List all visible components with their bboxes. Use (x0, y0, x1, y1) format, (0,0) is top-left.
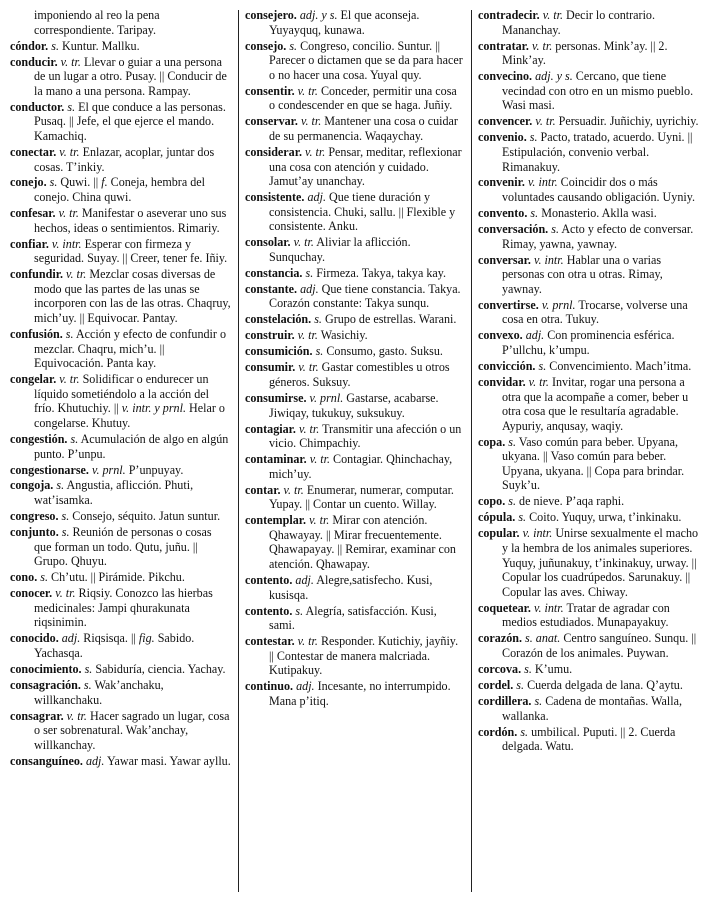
dictionary-entry (10, 631, 232, 660)
dictionary-entry (10, 586, 232, 630)
definition-text: Invitar, rogar una persona a otra que la acompañe a comer, beber u otra cosa que le resultaría agradable. Aypuriy, anqusay, waqiy. (502, 374, 689, 433)
grammatical-category: s. (70, 431, 79, 446)
dictionary-entry (10, 662, 232, 677)
definition-text: Monasterio. Aklla wasi. (541, 206, 657, 221)
definition-text: K’umu. (534, 661, 573, 676)
grammatical-category: v. tr. (528, 374, 549, 389)
grammatical-category: adj. y s. (535, 69, 573, 84)
headword: constante. (245, 281, 298, 296)
grammatical-category: s. (305, 265, 314, 280)
grammatical-category: s. (529, 130, 538, 145)
dictionary-entry (478, 298, 704, 327)
headword: conducir. (10, 54, 58, 69)
definition-text: Congreso, concilio. Suntur. || Parecer o dictamen que se da para hacer o no hacer una cosa. Yuyal quy. (269, 38, 463, 82)
column-1 (10, 8, 232, 903)
definition-text: Acto y efecto de conversar. Rimay, yawna, yawnay. (502, 222, 694, 251)
definition-text: Angustia, aflicción. Phuti, wat’isamka. (34, 478, 194, 508)
grammatical-category: v. tr. (297, 328, 318, 343)
headword: conectar. (10, 144, 57, 159)
grammatical-category: s. anat. (525, 631, 561, 646)
grammatical-category: v. tr. (59, 144, 80, 159)
grammatical-category: s. (67, 99, 76, 114)
dictionary-entry (478, 114, 704, 129)
dictionary-entry (245, 235, 465, 264)
definition-text: Cadena de montañas. Walla, wallanka. (502, 693, 683, 723)
grammatical-category: adj. (85, 753, 105, 768)
dictionary-entry (245, 39, 465, 83)
dictionary-entry (10, 678, 232, 707)
dictionary-entry (478, 375, 704, 433)
headword: constelación. (245, 312, 312, 327)
definition-text: Transmitir una afección o un vicio. Chimpachiy. (269, 421, 462, 451)
dictionary-entry (245, 573, 465, 602)
dictionary-entry (245, 114, 465, 143)
grammatical-category: v. prnl. (541, 297, 576, 312)
definition-text: P’unpuyay. (128, 462, 184, 477)
dictionary-entry (478, 69, 704, 113)
headword: cóndor. (10, 38, 49, 53)
definition-text: Convencimiento. Mach’itma. (549, 358, 692, 373)
headword: cordón. (478, 724, 518, 739)
dictionary-entry (478, 494, 704, 509)
definition-text: Wak’anchaku, willkanchaku. (34, 677, 164, 707)
definition-text: Quwi. || (60, 175, 99, 190)
definition-text: Consumo, gasto. Suksu. (326, 344, 443, 359)
dictionary-entry (10, 55, 232, 99)
dictionary-entry (478, 694, 704, 723)
definition-text: Enlazar, acoplar, juntar dos cosas. T’inkiy. (34, 144, 215, 174)
definition-text: Kuntur. Mallku. (62, 38, 140, 53)
headword: congelar. (10, 372, 57, 387)
headword: confusión. (10, 326, 63, 341)
definition-text: imponiendo al reo la pena correspondiente. Taripay. (34, 8, 160, 37)
dictionary-entry (10, 175, 232, 204)
grammatical-category: adj. (61, 631, 81, 646)
definition-text: Decir lo contrario. Mananchay. (502, 8, 656, 37)
definition-text: personas. Mink’ay. || 2. Mink’ay. (502, 38, 668, 68)
column-3 (478, 8, 704, 903)
column-divider-2 (471, 10, 472, 892)
headword: congestión. (10, 431, 68, 446)
grammatical-category: adj. (300, 281, 319, 296)
definition-text: Riqsiy. Conozco las hierbas medicinales: Jampi qhurakunata riqsinimin. (34, 586, 213, 630)
headword: construir. (245, 328, 295, 343)
grammatical-category: s. (84, 661, 93, 676)
definition-text: umbilical. Puputi. || 2. Cuerda delgada. Watu. (502, 724, 676, 754)
dictionary-entry (478, 222, 704, 251)
grammatical-category: v. tr. (293, 235, 314, 250)
definition-text: Responder. Kutichiy, jayñiy. || Contestar de manera malcriada. Kutipakuy. (269, 634, 459, 678)
dictionary-entry (10, 237, 232, 266)
grammatical-category: v. tr. (301, 114, 322, 129)
dictionary-entry (245, 328, 465, 343)
headword: copa. (478, 434, 506, 449)
definition-text: Riqsisqa. || (83, 631, 136, 646)
headword: corcova. (478, 661, 522, 676)
headword: cordillera. (478, 693, 532, 708)
grammatical-category: v. tr. (297, 83, 318, 98)
definition-text: Manifestar o aseverar uno sus hechos, ideas o sentimientos. Rimariy. (34, 206, 227, 235)
grammatical-category: fig. (138, 631, 155, 646)
definition-text: Pensar, meditar, reflexionar una cosa con atención y cuidado. Jamut’ay unanchay. (269, 144, 462, 189)
grammatical-category: adj. (525, 328, 545, 343)
grammatical-category: v. intr. (534, 252, 564, 267)
grammatical-category: s. (56, 478, 65, 493)
definition-text: Gastar comestibles u otros géneros. Suksuy. (269, 360, 450, 389)
grammatical-category: s. (520, 724, 529, 739)
definition-text: Coneja, hembra del conejo. China quwi. (34, 175, 205, 205)
dictionary-entry (10, 432, 232, 461)
grammatical-category: v. tr. (58, 206, 79, 221)
headword: contento. (245, 603, 293, 618)
dictionary-entry (245, 483, 465, 512)
headword: consejo. (245, 38, 287, 53)
grammatical-category: s. (295, 603, 304, 618)
grammatical-category: v. tr. (305, 144, 326, 159)
definition-text: Conceder, permitir una cosa o condescender en que se haga. Juñiy. (269, 83, 457, 113)
grammatical-category: v. tr. (66, 267, 87, 282)
dictionary-entry (478, 130, 704, 174)
grammatical-category: v. tr. (535, 114, 556, 129)
grammatical-category: s. (524, 661, 532, 676)
grammatical-category: v. tr. (55, 586, 76, 601)
grammatical-category: s. (40, 570, 48, 585)
grammatical-category: s. (289, 38, 298, 53)
definition-text: Alegría, satisfacción. Kusi, sami. (269, 603, 437, 633)
definition-text: Con prominencia esférica. P’ullchu, k’umpu. (502, 328, 675, 357)
definition-text: Mirar con atención. Qhawayay. || Mirar frecuentemente. Qhawapayay. || Remirar, examinar con atención. Qhawapay. (269, 513, 456, 572)
grammatical-category: s. (516, 677, 525, 692)
definition-text: Cuerda delgada de lana. Q’aytu. (527, 677, 683, 692)
definition-text: Hablar una o varias personas con otra u otras. Rimay, yawnay. (502, 252, 663, 296)
grammatical-category: v. tr. (531, 38, 553, 53)
column-divider-1 (238, 10, 239, 892)
dictionary-entry (478, 359, 704, 374)
headword: confesar. (10, 206, 56, 221)
headword: contar. (245, 482, 281, 497)
definition-text: Alegre,satisfecho. Kusi, kusisqa. (269, 573, 433, 602)
grammatical-category: v. prnl. (309, 390, 344, 405)
headword: convenio. (478, 130, 527, 145)
headword: conocimiento. (10, 661, 82, 676)
dictionary-entry (10, 525, 232, 569)
definition-text: Incesante, no interrumpido. Mana p’itiq. (269, 679, 451, 708)
dictionary-entry (10, 8, 232, 37)
headword: confundir. (10, 267, 63, 282)
dictionary-entry (478, 175, 704, 204)
grammatical-category: s. (49, 175, 58, 190)
headword: convecino. (478, 69, 533, 84)
grammatical-category: v. tr. (66, 708, 87, 723)
grammatical-category: s. (65, 326, 74, 341)
dictionary-entry (478, 206, 704, 221)
headword: contestar. (245, 634, 295, 649)
dictionary-entry (478, 601, 704, 630)
headword: congestionarse. (10, 462, 89, 477)
definition-text: Grupo de estrellas. Warani. (324, 312, 457, 327)
dictionary-entry (245, 360, 465, 389)
headword: consumirse. (245, 390, 307, 405)
grammatical-category: adj. (296, 679, 315, 694)
dictionary-entry (245, 282, 465, 311)
definition-text: Sabido. Yachasqa. (34, 631, 195, 660)
headword: congreso. (10, 509, 59, 524)
headword: considerar. (245, 144, 302, 159)
headword: convertirse. (478, 297, 539, 312)
definition-text: de nieve. P’aqa raphi. (519, 494, 625, 509)
grammatical-category: s. (518, 510, 527, 525)
dictionary-entry (478, 725, 704, 754)
definition-text: Aliviar la aflicción. Sunquchay. (269, 235, 411, 264)
definition-text: Yawar masi. Yawar ayllu. (107, 753, 231, 768)
headword: confiar. (10, 236, 49, 251)
headword: consumición. (245, 344, 313, 359)
headword: convexo. (478, 328, 523, 343)
definition-text: Persuadir. Juñichiy, uyrichiy. (558, 114, 699, 129)
dictionary-entry (245, 8, 465, 37)
headword: conversar. (478, 252, 531, 267)
grammatical-category: v. prnl. (91, 462, 126, 477)
headword: conocer. (10, 586, 53, 601)
dictionary-entry (245, 452, 465, 481)
headword: consentir. (245, 83, 295, 98)
definition-text: Contagiar. Qhinchachay, mich’uy. (269, 452, 453, 481)
dictionary-entry (478, 8, 704, 37)
grammatical-category: v. tr. (298, 421, 320, 436)
grammatical-category: s. (538, 358, 547, 373)
dictionary-entry (245, 422, 465, 451)
dictionary-entry (245, 312, 465, 327)
definition-text: Acción y efecto de confundir o mezclar. Chaqru, mich’u. || Equivocación. Panta kay. (34, 326, 226, 371)
dictionary-entry (245, 604, 465, 633)
dictionary-entry (245, 84, 465, 113)
dictionary-entry (478, 435, 704, 493)
definition-text: Ch’utu. || Pirámide. Pikchu. (51, 570, 185, 585)
definition-text: Coito. Yuquy, urwa, t’inkinaku. (529, 510, 682, 525)
dictionary-entry (478, 526, 704, 599)
dictionary-entry (245, 344, 465, 359)
definition-text: Enumerar, numerar, computar. Yupay. || Contar un cuento. Willay. (269, 482, 454, 512)
grammatical-category: v. intr. (534, 600, 564, 615)
grammatical-category: v. tr. (542, 8, 563, 22)
dictionary-entry (10, 570, 232, 585)
headword: convicción. (478, 358, 536, 373)
column-2 (245, 8, 465, 903)
definition-text: Pacto, tratado, acuerdo. Uyni. || Estipulación, convenio verbal. Rimanakuy. (502, 130, 693, 174)
dictionary-entry (245, 190, 465, 234)
grammatical-category: v. intr. (522, 526, 553, 541)
headword: convenir. (478, 175, 525, 190)
definition-text: Unirse sexualmente el macho y la hembra de los animales superiores. Yuquy, juñunakuy, t’inkinakuy, urway. || Copular los cuadrúpedos. Sarunakuy. || Copular las aves. Chiway. (502, 526, 699, 599)
grammatical-category: s. (530, 206, 539, 221)
definition-text: El que conduce a las personas. Pusaq. || Jefe, el que ejerce el mando. Kamachiq. (34, 99, 226, 143)
dictionary-entry (245, 266, 465, 281)
definition-text: Trocarse, volverse una cosa en otra. Tukuy. (502, 297, 688, 327)
grammatical-category: adj. (295, 573, 314, 587)
headword: contagiar. (245, 421, 296, 436)
dictionary-entry (10, 145, 232, 174)
grammatical-category: s. (315, 344, 324, 359)
grammatical-category: v. tr. (60, 54, 81, 69)
dictionary-entry (10, 267, 232, 325)
headword: conductor. (10, 99, 65, 114)
definition-text: Cercano, que tiene vecindad con otro en un mismo pueblo. Wasi masi. (502, 69, 694, 113)
headword: contento. (245, 573, 293, 587)
dictionary-entry (10, 509, 232, 524)
dictionary-entry (478, 253, 704, 297)
dictionary-entry (478, 39, 704, 68)
headword: contradecir. (478, 8, 540, 22)
dictionary-entry (245, 634, 465, 678)
definition-text: Que tiene constancia. Takya. Corazón constante: Takya sunqu. (269, 281, 461, 311)
dictionary-entry (245, 145, 465, 189)
dictionary-entry (10, 709, 232, 753)
dictionary-entry (478, 510, 704, 525)
headword: consolar. (245, 235, 291, 250)
headword: contratar. (478, 38, 529, 53)
dictionary-entry (478, 662, 704, 677)
grammatical-category: s. (61, 509, 70, 524)
definition-text: Solidificar o endurecer un líquido sometiéndolo a la acción del frío. Khutuchiy. || (34, 372, 209, 416)
headword: contaminar. (245, 452, 307, 467)
definition-text: Centro sanguíneo. Sunqu. || Corazón de los animales. Puywan. (502, 631, 697, 660)
definition-text: Wasichiy. (320, 328, 368, 343)
dictionary-entry (478, 678, 704, 693)
grammatical-category: f. (101, 175, 108, 190)
headword: coquetear. (478, 600, 531, 615)
headword: corazón. (478, 631, 522, 646)
dictionary-entry (10, 754, 232, 769)
headword: continuo. (245, 679, 294, 694)
dictionary-entry (10, 372, 232, 430)
dictionary-entry (10, 39, 232, 54)
headword: cono. (10, 570, 38, 585)
headword: consumir. (245, 360, 296, 375)
headword: consistente. (245, 190, 305, 205)
dictionary-entry (245, 391, 465, 420)
definition-text: Mantener una cosa o cuidar de su permanencia. Waqaychay. (269, 114, 458, 143)
definition-text: Mezclar cosas diversas de modo que las partes de las unas se incorporen con las de las otras. Chaqruy, mich’uy. || Equivocar. Pantay. (34, 267, 231, 325)
grammatical-category: v. intr. y prnl. (121, 401, 186, 416)
grammatical-category: v. tr. (297, 634, 318, 649)
grammatical-category: adj. y s. (299, 8, 338, 22)
headword: consanguíneo. (10, 753, 83, 768)
grammatical-category: s. (534, 693, 543, 708)
headword: conservar. (245, 114, 298, 129)
definition-text: Hacer sagrado un lugar, cosa o ser sobrenatural. Wak’anchay, willkanchay. (34, 708, 230, 752)
grammatical-category: s. (51, 38, 59, 53)
headword: consagración. (10, 677, 81, 692)
headword: convento. (478, 206, 528, 221)
dictionary-entry (245, 513, 465, 571)
grammatical-category: v. intr. (527, 175, 558, 190)
grammatical-category: s. (61, 525, 70, 540)
grammatical-category: v. tr. (309, 513, 330, 528)
headword: consejero. (245, 8, 297, 22)
grammatical-category: s. (508, 494, 516, 509)
headword: conejo. (10, 175, 47, 190)
dictionary-entry (478, 328, 704, 357)
definition-text: Firmeza. Takya, takya kay. (316, 265, 447, 280)
dictionary-entry (10, 100, 232, 144)
definition-text: Llevar o guiar a una persona de un lugar a otro. Pusay. || Conducir de la mano a una persona. Rampay. (34, 54, 227, 98)
definition-text: Que tiene duración y consistencia. Chuki, sallu. || Flexible y consistente. Anku. (269, 190, 456, 234)
dictionary-entry (245, 679, 465, 708)
definition-text: Esperar con firmeza y seguridad. Suyay. || Creer, tener fe. Iñiy. (34, 236, 228, 266)
definition-text: Acumulación de algo en algún punto. P’unpu. (34, 431, 229, 461)
definition-text: Sabiduría, ciencia. Yachay. (95, 661, 226, 676)
headword: constancia. (245, 265, 303, 280)
dictionary-entry (10, 206, 232, 235)
dictionary-entry (10, 478, 232, 507)
dictionary-entry (10, 463, 232, 478)
headword: copular. (478, 526, 520, 541)
grammatical-category: v. tr. (283, 482, 304, 497)
definition-text: Tratar de agradar con medios estudiados. Munapayakuy. (502, 600, 670, 630)
grammatical-category: v. tr. (309, 452, 330, 467)
grammatical-category: s. (551, 222, 559, 237)
headword: cópula. (478, 510, 516, 525)
dictionary-entry (10, 327, 232, 371)
grammatical-category: adj. (307, 190, 326, 205)
definition-text: Consejo, séquito. Jatun suntur. (72, 509, 221, 524)
headword: consagrar. (10, 708, 64, 723)
headword: congoja. (10, 478, 54, 493)
dictionary-entry (478, 631, 704, 660)
definition-text: Reunión de personas o cosas que forman un todo. Qutu, juñu. || Grupo. Qhuyu. (34, 525, 212, 569)
headword: convidar. (478, 374, 526, 389)
headword: convencer. (478, 114, 533, 129)
definition-text: El que aconseja. Yuyayquq, kunawa. (269, 8, 420, 37)
headword: cordel. (478, 677, 514, 692)
headword: conjunto. (10, 525, 59, 540)
grammatical-category: v. tr. (298, 360, 319, 375)
definition-text: Gastarse, acabarse. Jiwiqay, tukukuy, suksukuy. (269, 390, 439, 420)
grammatical-category: v. tr. (59, 372, 80, 387)
grammatical-category: s. (314, 312, 322, 327)
definition-text: Helar o congelarse. Khutuy. (34, 401, 225, 430)
headword: conocido. (10, 631, 59, 646)
headword: copo. (478, 494, 506, 509)
definition-text: Coincidir dos o más voluntades causando obligación. Uyniy. (502, 175, 696, 205)
grammatical-category: s. (83, 677, 92, 692)
headword: conversación. (478, 222, 549, 237)
headword: contemplar. (245, 513, 307, 528)
grammatical-category: v. intr. (51, 236, 82, 251)
grammatical-category: s. (508, 434, 516, 449)
definition-text: Vaso común para beber. Upyana, ukyana. || Vaso común para beber. Upyana, ukyana. || Copa para brindar. Suyk’u. (502, 434, 685, 493)
